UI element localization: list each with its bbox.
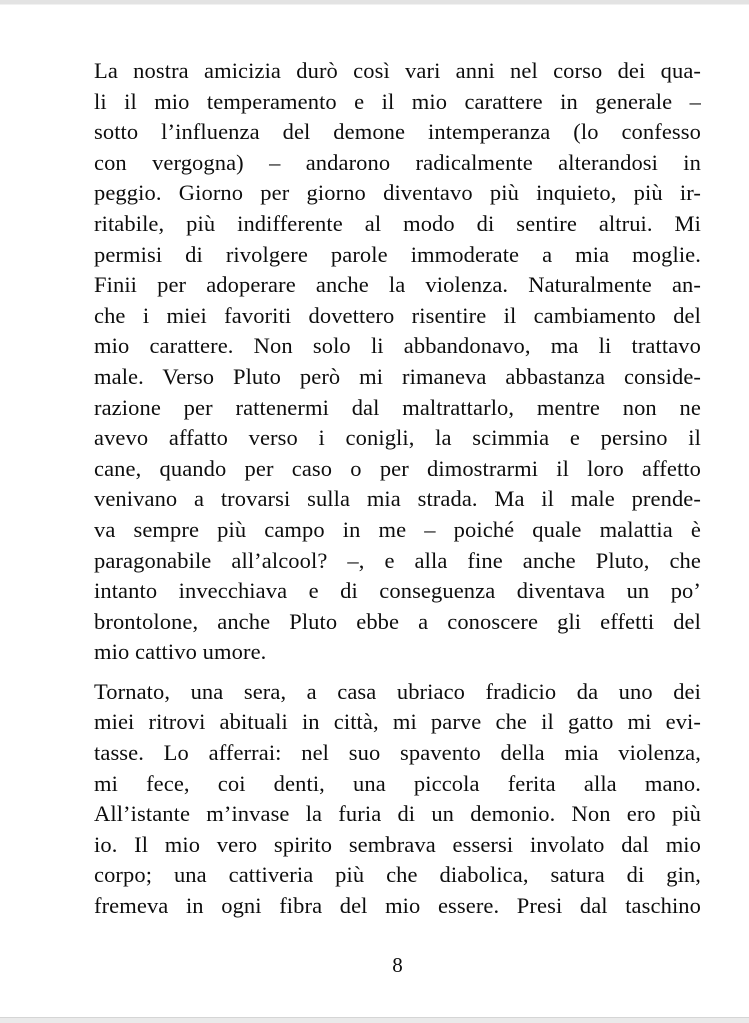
body-text (94, 56, 701, 922)
text-line: permisi di rivolgere parole immoderate a mia moglie. (94, 241, 701, 267)
text-line: paragonabile all’alcool? –, e alla fine anche Pluto, che (94, 547, 701, 573)
text-line: mi fece, coi denti, una piccola ferita alla mano. (94, 770, 701, 796)
text-line: peggio. Giorno per giorno diventavo più inquieto, più ir- (94, 180, 701, 206)
text-line: Finii per adoperare anche la violenza. Naturalmente an- (94, 272, 701, 298)
text-line: male. Verso Pluto però mi rimaneva abbastanza conside- (94, 363, 701, 389)
text-line: brontolone, anche Pluto ebbe a conoscere gli effetti del (94, 608, 701, 634)
paragraph-2 (94, 677, 701, 922)
text-line: razione per rattenermi dal maltrattarlo, mentre non ne (94, 394, 701, 420)
text-line: mio cattivo umore. (94, 639, 267, 665)
text-line: io. Il mio vero spirito sembrava essersi involato dal mio (94, 831, 701, 857)
text-line: con vergogna) – andarono radicalmente alterandosi in (94, 149, 701, 175)
paragraph-1 (94, 56, 701, 668)
text-line: va sempre più campo in me – poiché quale malattia è (94, 516, 701, 542)
text-line: che i miei favoriti dovettero risentire il cambiamento del (94, 302, 701, 328)
text-line: intanto invecchiava e di conseguenza diventava un po’ (94, 578, 701, 604)
text-line: li il mio temperamento e il mio carattere in generale – (94, 88, 701, 114)
text-line: La nostra amicizia durò così vari anni nel corso dei qua- (94, 58, 701, 83)
text-line: miei ritrovi abituali in città, mi parve che il gatto mi evi- (94, 709, 701, 735)
text-line: All’istante m’invase la furia di un demonio. Non ero più (94, 801, 701, 827)
text-line: Tornato, una sera, a casa ubriaco fradicio da uno dei (94, 678, 701, 704)
text-line: cane, quando per caso o per dimostrarmi il loro affetto (94, 455, 701, 481)
top-edge-bar (0, 0, 749, 5)
text-line: tasse. Lo afferrai: nel suo spavento della mia violenza, (94, 740, 701, 766)
text-line: avevo affatto verso i conigli, la scimmia e persino il (94, 425, 701, 451)
page-number: 8 (392, 953, 403, 977)
bottom-edge-bar (0, 1017, 749, 1023)
text-line: corpo; una cattiveria più che diabolica, satura di gin, (94, 862, 701, 888)
text-line: fremeva in ogni fibra del mio essere. Presi dal taschino (94, 893, 701, 919)
text-line: mio carattere. Non solo li abbandonavo, ma li trattavo (94, 333, 701, 359)
text-line: sotto l’influenza del demone intemperanza (lo confesso (94, 119, 701, 145)
text-line: ritabile, più indifferente al modo di sentire altrui. Mi (94, 210, 701, 236)
text-line: venivano a trovarsi sulla mia strada. Ma il male prende- (94, 486, 701, 512)
